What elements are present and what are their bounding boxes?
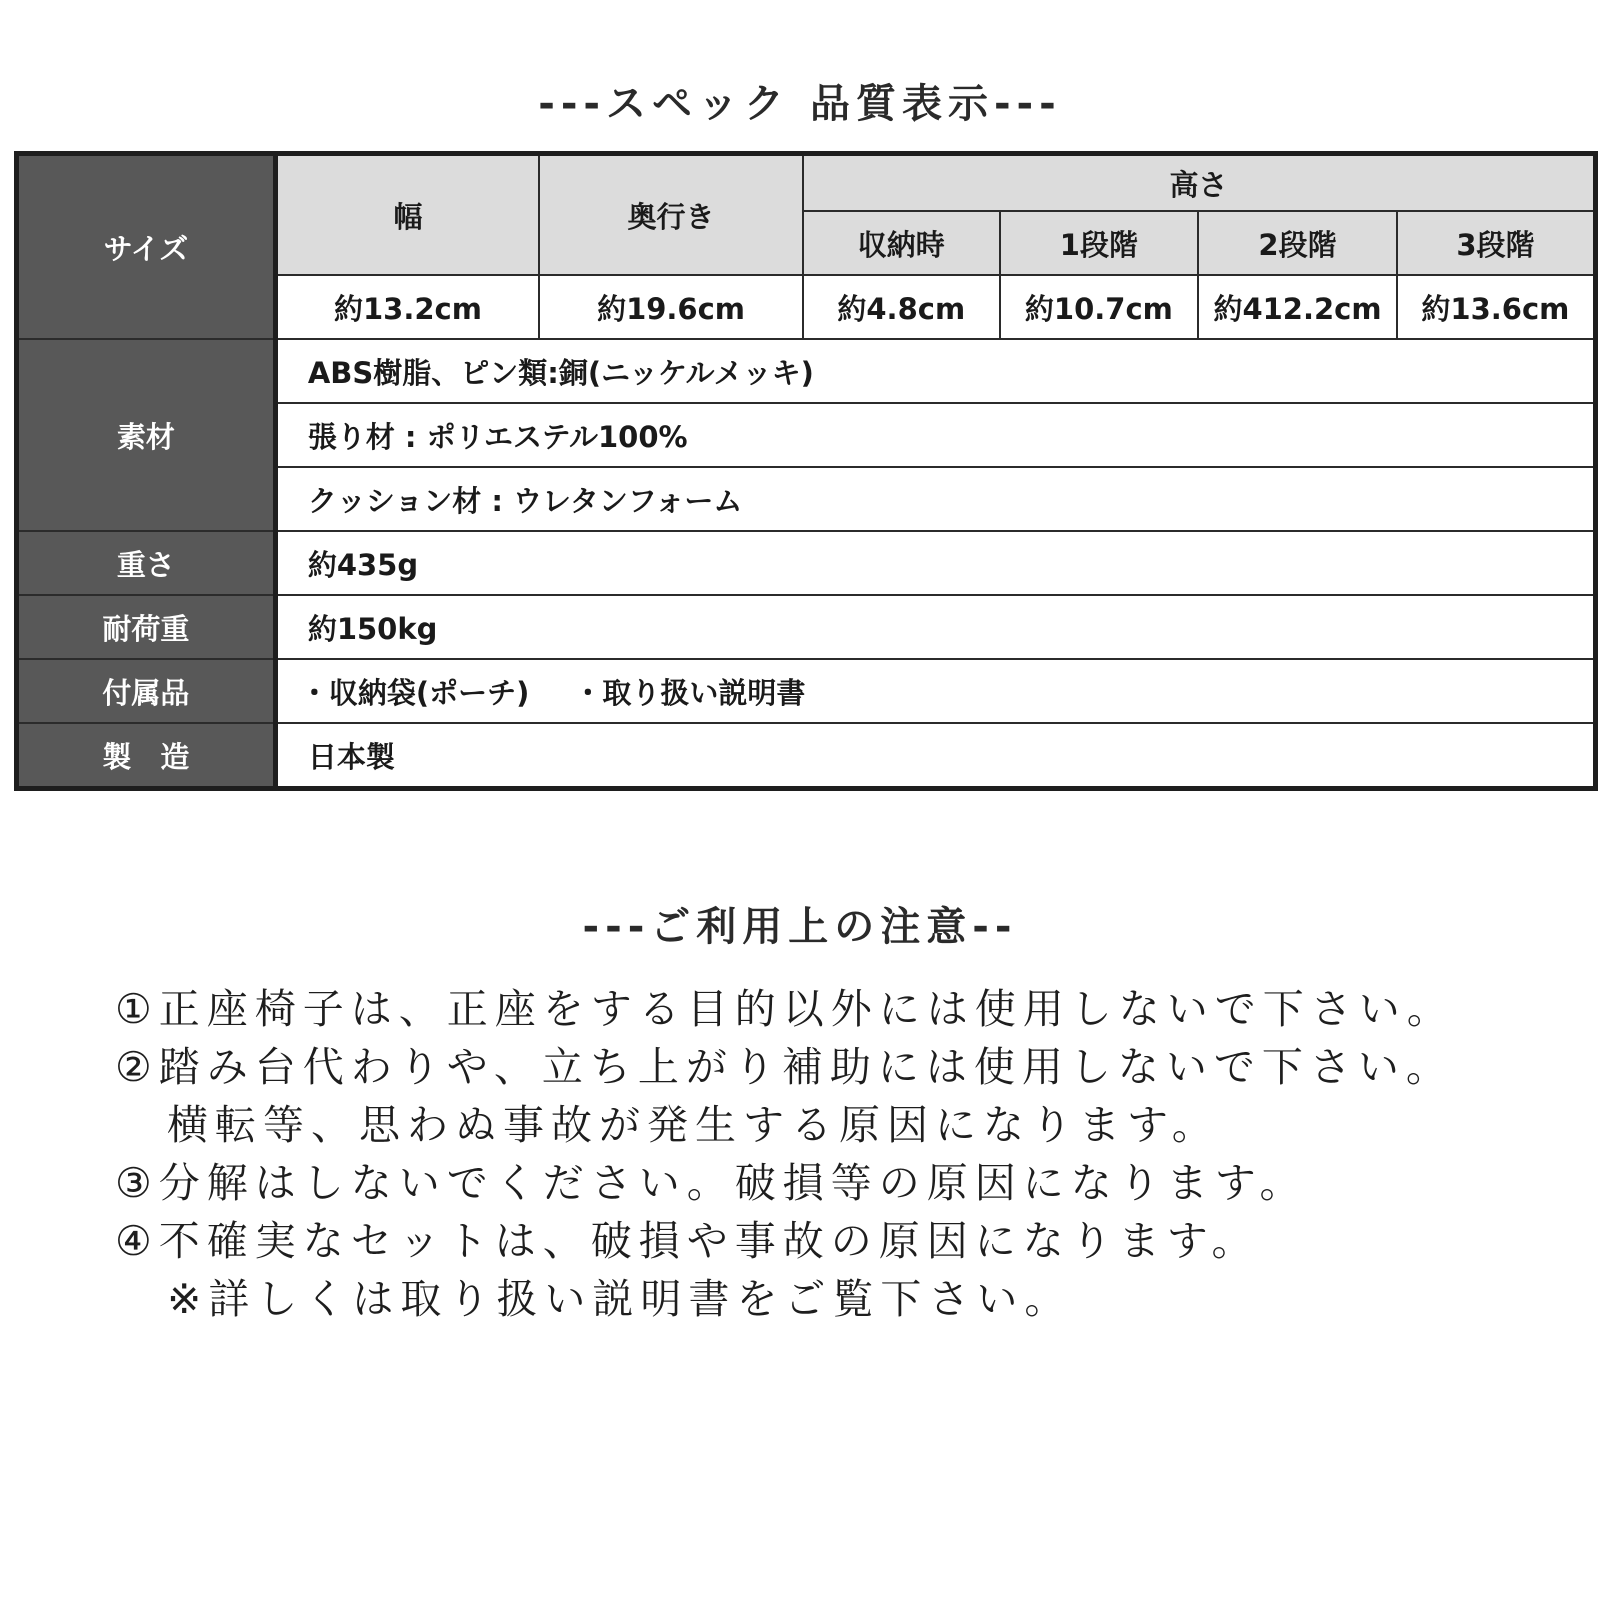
material-line-2: 張り材 : ポリエステル100%: [275, 403, 1595, 467]
note-4-continuation: ※詳しくは取り扱い説明書をご覧下さい。: [167, 1275, 1073, 1323]
material-line-1: ABS樹脂、ピン類:銅(ニッケルメッキ): [275, 339, 1595, 403]
width-header: 幅: [275, 154, 539, 276]
height-value-step1: 約10.7cm: [1000, 275, 1199, 339]
height-value-step2: 約412.2cm: [1198, 275, 1397, 339]
spec-heading: ---スペック 品質表示---: [538, 81, 1062, 127]
material-line-3: クッション材 : ウレタンフォーム: [275, 467, 1595, 531]
weight-label: 重さ: [17, 531, 276, 595]
depth-value: 約19.6cm: [539, 275, 803, 339]
load-row: [17, 595, 1596, 659]
notes-heading: ---ご利用上の注意--: [582, 904, 1018, 950]
weight-row: [17, 531, 1596, 595]
material-label: 素材: [17, 339, 276, 531]
height-value-step3: 約13.6cm: [1397, 275, 1596, 339]
height-header: 高さ: [803, 154, 1596, 212]
material-row-1: [17, 339, 1596, 403]
size-label: サイズ: [17, 154, 276, 340]
manufacture-row: [17, 723, 1596, 789]
note-4: ④不確実なセットは、破損や事故の原因になります。: [115, 1217, 1260, 1265]
size-header-row: [17, 154, 1596, 212]
accessory-manual: ・取り扱い説明書: [573, 675, 806, 710]
width-value: 約13.2cm: [275, 275, 539, 339]
accessory-pouch: ・収納袋(ポーチ): [299, 675, 530, 710]
manufacture-label: 製 造: [17, 723, 276, 789]
usage-notes: [115, 980, 1575, 1328]
load-value: 約150kg: [275, 595, 1595, 659]
manufacture-value: 日本製: [275, 723, 1595, 789]
accessories-value: [275, 659, 1595, 723]
height-value-stored: 約4.8cm: [803, 275, 1000, 339]
load-label: 耐荷重: [17, 595, 276, 659]
depth-header: 奥行き: [539, 154, 803, 276]
accessories-row: [17, 659, 1596, 723]
note-3: ③分解はしないでください。破損等の原因になります。: [115, 1159, 1308, 1207]
height-sub-step3: 3段階: [1397, 211, 1596, 275]
note-1: ①正座椅子は、正座をする目的以外には使用しないで下さい。: [115, 985, 1455, 1033]
note-2: ②踏み台代わりや、立ち上がり補助には使用しないで下さい。: [115, 1043, 1454, 1091]
weight-value: 約435g: [275, 531, 1595, 595]
note-2-continuation: 横転等、思わぬ事故が発生する原因になります。: [167, 1101, 1220, 1149]
height-sub-step1: 1段階: [1000, 211, 1199, 275]
accessories-label: 付属品: [17, 659, 276, 723]
height-sub-step2: 2段階: [1198, 211, 1397, 275]
height-sub-stored: 収納時: [803, 211, 1000, 275]
spec-table: [14, 151, 1598, 791]
